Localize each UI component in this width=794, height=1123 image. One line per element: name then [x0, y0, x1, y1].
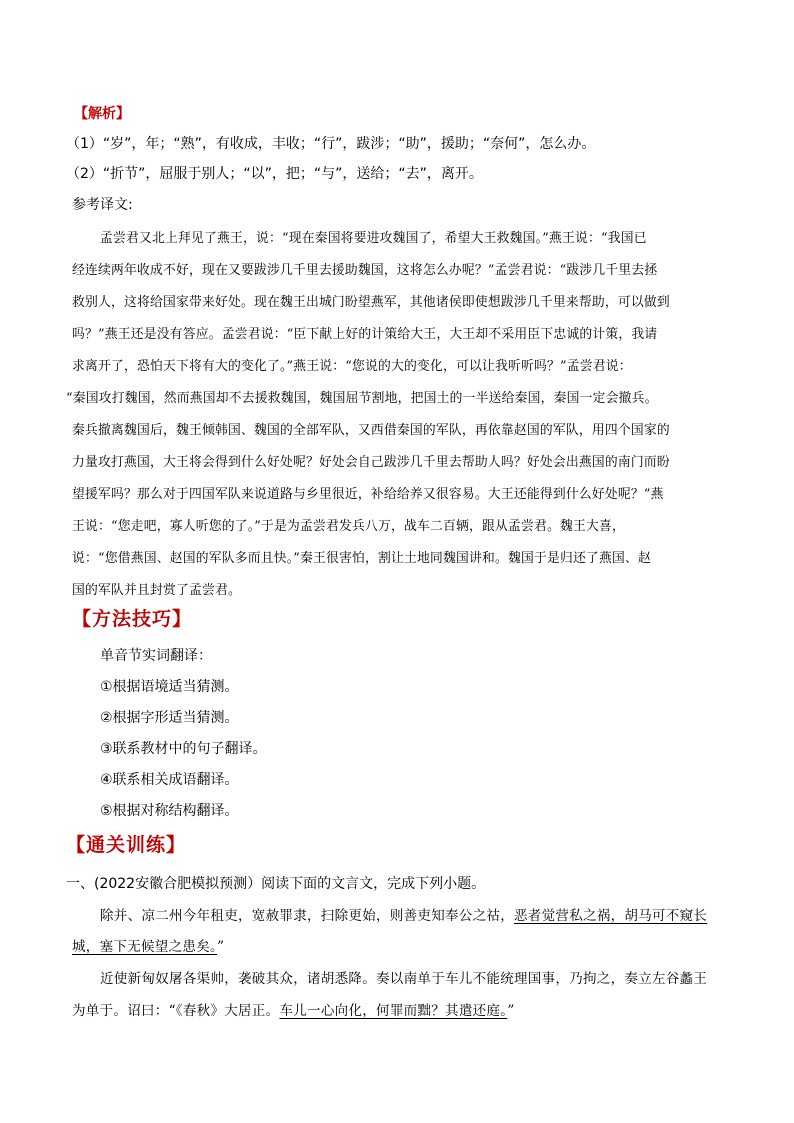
passage-line: [100, 904, 707, 924]
translation-line: 说：“您借燕国、赵国的军队多而且快。”秦王很害怕，割让土地同魏国讲和。魏国于是归还了燕国、赵: [72, 551, 651, 566]
reference-translation-label: 参考译文:: [72, 197, 133, 213]
translation-line: 秦兵撤离魏国后，魏王倾韩国、魏国的全部军队，又西借秦国的军队，再依靠赵国的军队，用四个国家的: [72, 423, 670, 438]
passage-text: ”: [507, 1003, 515, 1019]
methods-intro: 单音节实词翻译：: [100, 648, 212, 664]
translation-line: “秦国攻打魏国，然而燕国却不去援救魏国，魏国屈节割地，把国土的一半送给秦国，秦国一定会撤兵。: [66, 391, 658, 406]
underlined-sentence: 车儿一心向化，何罪而黜？其遣还庭。: [279, 1003, 508, 1019]
methods-heading: 【方法技巧】: [72, 608, 193, 630]
method-item: ⑤根据对称结构翻译。: [100, 803, 239, 819]
passage-line: [72, 935, 224, 955]
translation-line: 国的军队并且封赏了孟尝君。: [72, 583, 241, 598]
analysis-heading: 【解析】: [74, 106, 130, 122]
passage-line: 近使新匈奴屠各渠帅，袭破其众，诸胡悉降。奏以南单于车儿不能统理国事，乃拘之，奏立左谷蠡王: [100, 971, 708, 987]
passage-text: 除并、凉二州今年租吏，宽赦罪隶，扫除更始，则善吏知奉公之祜，: [100, 908, 514, 924]
training-heading: 【通关训练】: [66, 834, 187, 856]
translation-line: 经连续两年收成不好，现在又要跋涉几千里去援助魏国，这将怎么办呢？”孟尝君说：“跋涉几千里去拯: [72, 263, 658, 278]
passage-line: [72, 999, 515, 1019]
underlined-sentence: 恶者觉营私之祸，胡马可不窥长: [514, 908, 708, 924]
method-item: ④联系相关成语翻译。: [100, 772, 239, 788]
underlined-sentence: 城，塞下无候望之患矣。: [72, 939, 218, 955]
translation-line: 求离开了，恐怕天下将有大的变化了。”燕王说：“您说的大的变化，可以让我听听吗？”孟尝君说：: [72, 359, 632, 374]
method-item: ②根据字形适当猜测。: [100, 710, 239, 726]
analysis-item-2: （2）“折节”，屈服于别人；“以”，把；“与”，送给；“去”，离开。: [66, 166, 483, 182]
translation-line: 力量攻打燕国，大王将会得到什么好处呢？好处会自己跋涉几千里去帮助人吗？好处会出燕国的南门而盼: [72, 455, 670, 470]
method-item: ①根据语境适当猜测。: [100, 679, 239, 695]
translation-line: 吗？”燕王还是没有答应。孟尝君说：“臣下献上好的计策给大王，大王却不采用臣下忠诚的计策，我请: [72, 327, 658, 342]
translation-line: 救别人，这将给国家带来好处。现在魏王出城门盼望燕军，其他诸侯即使想跋涉几千里来帮助，可以做到: [72, 295, 670, 310]
passage-text: ”: [217, 939, 225, 955]
analysis-item-1: （1）“岁”，年；“熟”，有收成，丰收；“行”，跋涉；“助”，援助；“奈何”，怎么办。: [66, 136, 596, 152]
translation-line: 孟尝君又北上拜见了燕王，说：“现在秦国将要进攻魏国了，希望大王救魏国。”燕王说：“我国已: [100, 231, 647, 246]
translation-line: 王说：“您走吧，寡人听您的了。”于是为孟尝君发兵八万，战车二百辆，跟从孟尝君。魏王大喜，: [72, 519, 625, 534]
translation-line: 望援军吗？那么对于四国军队来说道路与乡里很近，补给给养又很容易。大王还能得到什么好处呢？”燕: [72, 487, 664, 502]
question-prompt: 一、(2022安徽合肥模拟预测）阅读下面的文言文，完成下列小题。: [66, 876, 486, 892]
method-item: ③联系教材中的句子翻译。: [100, 741, 267, 757]
passage-text: 为单于。诏曰：“《春秋》大居正。: [72, 1003, 280, 1019]
